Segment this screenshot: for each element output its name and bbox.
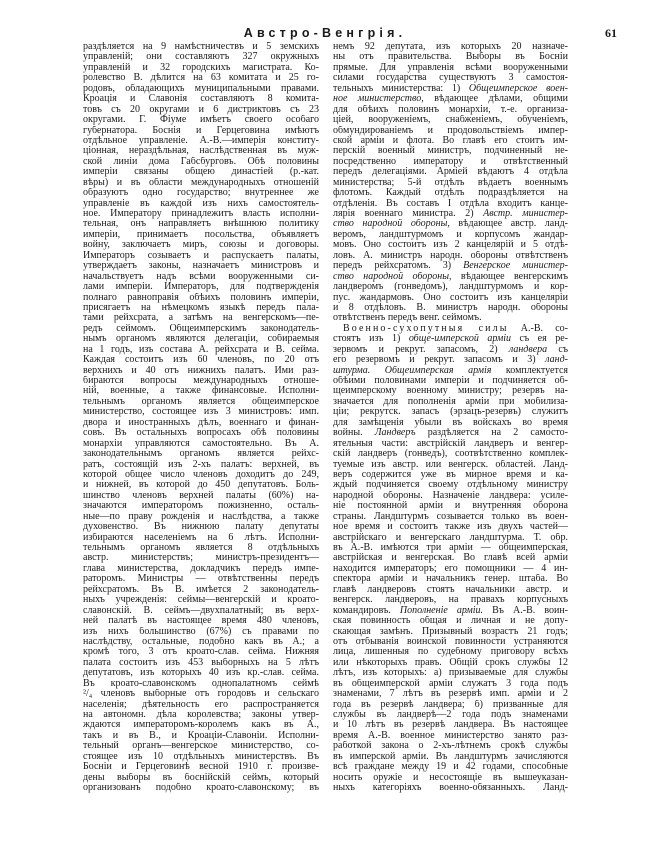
text-line: передъ делегаціями. Арміей вѣдаютъ 4 отдѣла <box>333 167 568 178</box>
italic-term: штурма. Общеимперская армія <box>333 365 492 376</box>
text-line: полнаго равноправія обѣихъ половинъ имперіи, <box>83 292 319 303</box>
text-line: страны. Ландштурмъ созывается только въ воен- <box>333 511 568 522</box>
text-line: ской линіи дома Габсбурговъ. Обѣ половины <box>83 156 319 167</box>
text-line: губернатора. Боснія и Герцеговина имѣютъ <box>83 125 319 136</box>
text-line: ландверомъ (гонведомъ), ландштурмомъ и кор- <box>333 282 568 293</box>
text-segment: вѣдающее дѣлами, общими <box>423 94 568 105</box>
text-line: управленіе въ каждой изъ нихъ самостоятель- <box>83 198 319 209</box>
text-line: ціей, вооруженіемъ, снабженіемъ, обученіемъ, <box>333 115 568 126</box>
text-line: глава министерства, докладчикъ передъ импе- <box>83 563 319 574</box>
text-line: туемые изъ австр. или венгерск. областей. Ланд- <box>333 459 568 470</box>
text-line: тельнымъ органомъ является 8 отдѣльныхъ <box>83 543 319 553</box>
text-line: округами. Г. Фіуме имѣетъ своего особаго <box>83 115 319 126</box>
text-line: ятельныя части: австрійскій ландверъ и венгер- <box>333 438 568 449</box>
text-line: значается для пополненія арміи при мобилиза- <box>333 396 568 407</box>
italic-term: Австр. министер- <box>483 209 568 219</box>
text-line: раторомъ. Министры — отвѣтственны передъ <box>83 574 319 585</box>
text-line: ролевство В. дѣлится на 63 комитата и 25 го- <box>83 73 319 84</box>
text-line <box>333 366 568 376</box>
text-line: двора и иностранныхъ дѣлъ, военнаго и финан- <box>83 417 319 428</box>
text-line: организованъ подобно кроато-славонскому; въ <box>83 783 319 794</box>
italic-term: обще-имперской арміи <box>408 334 512 345</box>
text-line: веръ содержится уже въ мирное время и ка- <box>333 469 568 480</box>
text-line: ное время и состоитъ также изъ двухъ частей— <box>333 522 568 533</box>
text-line: депутатовъ, изъ которыхъ 40 изъ кр.-слав. сейма. <box>83 668 319 679</box>
text-line: или нѣкоторыхъ правъ. Общій срокъ службы 12 <box>333 657 568 668</box>
text-line: рейхсратомъ. Въ В. имѣется 2 законодатель- <box>83 584 319 595</box>
page-number: 61 <box>605 26 617 40</box>
text-line: стоящее изъ 10 отдѣльныхъ министерствъ. Въ <box>83 751 319 762</box>
text-line: ратъ, состоящій изъ 2-хъ палатъ: верхней, въ <box>83 459 319 470</box>
text-line: обѣими половинами имперіи и подчиняется об- <box>333 376 568 386</box>
text-line: отдѣленія. Въ составъ I отдѣла входитъ канце- <box>333 198 568 209</box>
text-line: австрійская и венгерская. Во главѣ всей арміи <box>333 553 568 564</box>
text-segment: его резервомъ и рекрут. запасомъ и 3) <box>333 355 546 366</box>
text-line: года въ резервѣ ландвера; б) призванные для <box>333 699 568 710</box>
text-line: Босніи и Герцеговинѣ весной 1910 г. произве- <box>83 762 319 773</box>
text-line: образуютъ одно государство; внутреннее же <box>83 188 319 199</box>
text-line: лами имперіи. Императоръ, для подтвержденія <box>83 282 319 293</box>
text-line: войну, заключаетъ миръ, союзы и договоры. <box>83 240 319 251</box>
text-line: министерство, состоящее изъ 3 министровъ: имп. <box>83 407 319 418</box>
text-line: пус. жандармовъ. Оно состоитъ изъ канцеляріи <box>333 292 568 303</box>
text-line: тами рейхсрата, а затѣмъ на венгерскомъ—пе- <box>83 313 319 324</box>
text-line <box>333 261 568 271</box>
text-line: ціонная, нераздѣльная, наслѣдственная въ муж- <box>83 146 319 157</box>
text-line: ціи; рекрутск. запасъ (эрзацъ-резервъ) служитъ <box>333 407 568 418</box>
text-line: работкой закона о 2-хъ-лѣтнемъ срокѣ службы <box>333 741 568 752</box>
italic-term: Пополненіе арміи. <box>399 605 484 616</box>
text-line <box>333 94 568 104</box>
text-segment: раздѣляется на 2 самосто- <box>415 428 568 439</box>
text-segment: передъ рейхсратомъ. 3) <box>333 261 464 272</box>
text-line: родовъ, обладающихъ муниципальными правами. <box>83 83 319 94</box>
italic-term: Ландверъ <box>374 428 416 439</box>
text-line: для замѣщенія убыли въ войскахъ во время <box>333 417 568 428</box>
text-line: наслѣдству, остальные, подобно какъ въ А.; а <box>83 636 319 647</box>
text-line: славонскій. В. сеймъ—двухпалатный; въ верх- <box>83 605 319 616</box>
text-line: Императоръ созываетъ и распускаетъ палаты, <box>83 250 319 261</box>
text-segment: А.-В. со- <box>508 323 568 334</box>
text-line: отвѣтственъ передъ венг. сеймомъ. <box>333 313 482 324</box>
text-line: ны отъ правительства. Выборы въ Босніи <box>333 52 568 63</box>
text-line <box>333 606 568 616</box>
text-line: немъ 92 депутата, изъ которыхъ 20 назначе- <box>333 42 568 52</box>
text-line: редъ сеймомъ. Общеимперскимъ законодатель- <box>83 323 319 334</box>
text-line: скій ландверъ (гонведъ), соотвѣтственно комплек- <box>333 449 568 460</box>
text-line: населенія; дѣятельность его распространяется <box>83 699 319 710</box>
text-line: Въ кроато-славонскомъ однопалатномъ сеймѣ <box>83 678 319 689</box>
text-line: отдѣльное управленіе. А.-В.—имперія конститу- <box>83 135 319 146</box>
text-line: раздѣляется на 9 намѣстничествъ и 5 земскихъ <box>83 42 319 52</box>
text-line <box>333 428 568 438</box>
text-line <box>333 345 568 355</box>
text-line: въ А.-В. имѣются три арміи — общеимперская, <box>333 543 568 553</box>
text-line: ныхъ категоріяхъ военно-обязанныхъ. Ланд- <box>333 783 568 794</box>
text-line: на автономн. дѣла королевства; законы утвер- <box>83 710 319 720</box>
text-line: прямые. Для управленія всѣми вооруженными <box>333 62 568 73</box>
text-line: управленій; они составляютъ 327 окружныхъ <box>83 52 319 63</box>
text-line <box>333 84 568 94</box>
italic-term: ландвера <box>508 344 548 355</box>
text-line: значаются императоромъ пожизненно, осталь- <box>83 501 319 512</box>
text-line: духовенство. Въ нижнюю палату депутаты <box>83 522 319 533</box>
text-line: имперіи, принимаетъ посольства, объявляетъ <box>83 229 319 240</box>
text-segment: тельныхъ министерства: 1) <box>333 83 469 94</box>
text-line: вѣры) и въ области международныхъ отношеній <box>83 177 319 188</box>
text-line: въ общеимперской арміи служатъ 3 года подъ <box>333 678 568 689</box>
text-line: службы въ ландверѣ—2 года подъ знаменами <box>333 710 568 720</box>
text-segment: съ ея ре- <box>511 334 568 345</box>
text-segment: стоятъ изъ 1) <box>333 334 409 345</box>
text-segment: комплектуется <box>491 365 568 376</box>
text-line: венгерск. ландверовъ, на правахъ корпусныхъ <box>333 595 568 606</box>
text-line <box>333 272 568 282</box>
text-line: товъ съ 20 округами и 6 дистриктовъ съ 23 <box>83 104 319 115</box>
text-line: ждый подчиняется своему отдѣльному министру <box>333 480 568 491</box>
italic-term: ланд- <box>545 355 568 366</box>
text-segment: Въ А.-В. воин- <box>483 605 568 616</box>
text-line: перскій военный министръ, подчиненный не- <box>333 146 568 157</box>
text-line: и 8 отдѣловъ. В. министръ народн. обороны <box>333 302 568 313</box>
text-line: флотомъ. Каждый отдѣлъ подраздѣляется на <box>333 188 568 199</box>
text-line: тельнымъ органомъ является общеимперское <box>83 396 319 407</box>
text-line: посредственно императору и отвѣтственный <box>333 156 568 167</box>
text-line: управленій и 32 городскихъ магистрата. Ко- <box>83 62 319 73</box>
text-line: ждаются императоромъ-королемъ какъ въ А., <box>83 720 319 731</box>
left-column <box>83 42 319 794</box>
text-line: ской арміи и флота. Во главѣ его стоитъ им- <box>333 135 568 146</box>
text-line: ное. Императору принадлежитъ власть исполни- <box>83 209 319 219</box>
text-line: главѣ ландверовъ стоятъ начальники австр. и <box>333 584 568 595</box>
text-segment: вѣдающее австр. ланд- <box>449 219 568 230</box>
text-line: лѣтъ, изъ которыхъ: а) призываемые для службы <box>333 668 568 679</box>
text-line: ній, военные, а также финансовые. Исполни- <box>83 386 319 397</box>
text-line: которой общее число членовъ доходитъ до 249, <box>83 469 319 480</box>
text-segment: зервомъ и рекрут. запасомъ, 2) <box>333 344 509 355</box>
text-line: ней палатѣ въ настоящее время 480 членовъ, <box>83 616 319 627</box>
text-line: время А.-В. военное министерство занято раз- <box>333 730 568 741</box>
text-line: всѣ граждане между 19 и 42 годами, способные <box>333 762 568 773</box>
text-line: начальствуетъ надъ всѣми вооруженными си- <box>83 271 319 282</box>
section-heading: Военно-сухопутныя силы <box>343 323 509 334</box>
text-line: совъ. Въ остальныхъ вопросахъ обѣ половины <box>83 428 319 439</box>
italic-term: ное министерство, <box>333 94 424 105</box>
text-line: скающая замѣнъ. Призывный возрастъ 21 годъ; <box>333 626 568 637</box>
text-line: присягаетъ на нѣмецкомъ языкѣ передъ пала- <box>83 302 319 313</box>
text-segment: вѣдающее венгерскимъ <box>451 271 568 282</box>
text-line: избираются населеніемъ на 6 лѣтъ. Исполни- <box>83 532 319 543</box>
right-column <box>333 42 568 794</box>
text-line: народной обороны. Назначеніе ландвера: усиле- <box>333 490 568 501</box>
text-line: австр. министерствъ; министръ-президентъ— <box>83 553 319 564</box>
italic-term: ство народной обороны, <box>333 271 452 282</box>
text-line: законодательнымъ органомъ является рейхс- <box>83 449 319 460</box>
text-line: щеимперскому военному министру; резервъ на- <box>333 386 568 397</box>
text-line: Кроація и Славонія составляютъ 8 комита- <box>83 94 319 105</box>
text-segment: командировъ. <box>333 605 400 616</box>
text-line: Каждая состоитъ изъ 60 членовъ, по 20 отъ <box>83 355 319 366</box>
text-line: веромъ, ландштурмомъ и корпусомъ жандар- <box>333 229 568 240</box>
text-line: верхнихъ и 40 отъ нижнихъ палатъ. Ими раз- <box>83 365 319 376</box>
text-line: шинство членовъ верхней палаты (60%) на- <box>83 490 319 501</box>
text-line: спектора арміи и начальникъ генер. штаба. Во <box>333 574 568 585</box>
text-line: изъ нихъ большинство (67%) съ правами по <box>83 626 319 637</box>
text-segment: войны. <box>333 428 375 439</box>
text-line: и 10 лѣтъ въ резервѣ ландвера. Въ настоящее <box>333 720 568 731</box>
text-line: дены выборы въ боснійскій сеймъ, который <box>83 772 319 783</box>
text-line <box>333 209 568 219</box>
text-segment: лярія военнаго министра. 2) <box>333 209 484 219</box>
text-line: тельная, онъ направляетъ внѣшнюю политику <box>83 219 319 230</box>
text-line <box>333 334 568 344</box>
text-line: палата состоитъ изъ 453 выборныхъ на 5 лѣтъ <box>83 657 319 668</box>
text-line: такъ и въ В., и Кроаціи-Славоніи. Исполни- <box>83 730 319 741</box>
text-line: монархіи управляются самостоятельно. Въ А. <box>83 438 319 449</box>
text-line: ные—по праву рожденія и наслѣдства, а также <box>83 511 319 522</box>
text-line: ныхъ учрежденія: сеймы—венгерскій и кроато- <box>83 595 319 606</box>
text-line: мовъ. Оно состоитъ изъ 2 канцелярій и 5 отдѣ- <box>333 240 568 251</box>
text-line: ская повинность общая и личная и не допу- <box>333 616 568 627</box>
text-line <box>333 219 568 229</box>
text-line: ніе постоянной арміи и внутренняя оборона <box>333 501 568 512</box>
text-line: ловъ. А. министръ народн. обороны отвѣтственъ <box>333 250 568 261</box>
text-line <box>333 355 568 365</box>
text-line: кромѣ того, 3 отъ кроато-слав. сейма. Нижняя <box>83 647 319 658</box>
text-line: въ имперской арміи. Въ ландштурмъ зачисляются <box>333 751 568 762</box>
text-line: силами государства существуютъ 3 самостоя- <box>333 73 568 84</box>
text-line: обмундированіемъ и продовольствіемъ импер- <box>333 125 568 136</box>
text-line: для обѣихъ половинъ монархіи, т.-е. организа- <box>333 104 568 115</box>
text-segment: съ <box>547 344 568 355</box>
text-line: утверждаетъ законы, назначаетъ министровъ и <box>83 261 319 272</box>
text-line: бираются вопросы международныхъ отноше- <box>83 376 319 386</box>
page-title: Австро-Венгрія. <box>243 26 407 40</box>
text-line: отъ отбыванія воинской повинности устраняются <box>333 636 568 647</box>
text-line: знаменами, 7 лѣтъ въ резервѣ имп. арміи и 2 <box>333 689 568 700</box>
text-line <box>333 324 568 334</box>
italic-term: Венгерское министер- <box>463 261 568 272</box>
text-line: нымъ органомъ являются делегаціи, собираемыя <box>83 334 319 345</box>
text-line: находится императоръ; его помощники — 4 ин- <box>333 563 568 574</box>
italic-term: Общеимперское воен- <box>468 83 568 94</box>
text-line: имперіи связаны общею династіей (р.-кат. <box>83 167 319 178</box>
text-line: лица, лишенныя по судебному приговору всѣхъ <box>333 647 568 658</box>
text-line: на 1 годъ, изъ состава А. рейхсрата и В. сейма. <box>83 344 319 355</box>
text-line: министерства; 5-й отдѣлъ вѣдаетъ военнымъ <box>333 177 568 188</box>
italic-term: ство народной обороны, <box>333 219 450 230</box>
text-line: ²/₄ членовъ выборные отъ городовъ и сельскаго <box>83 689 319 700</box>
text-line: тельный органъ—венгерское министерство, со- <box>83 741 319 752</box>
text-line: и нижней, въ которой до 450 депутатовъ. Боль- <box>83 480 319 491</box>
text-line: австрійскаго и венгерскаго ландштурма. Т. обр. <box>333 532 568 543</box>
text-line: носить оружіе и несостоящіе въ вышеуказан- <box>333 772 568 783</box>
